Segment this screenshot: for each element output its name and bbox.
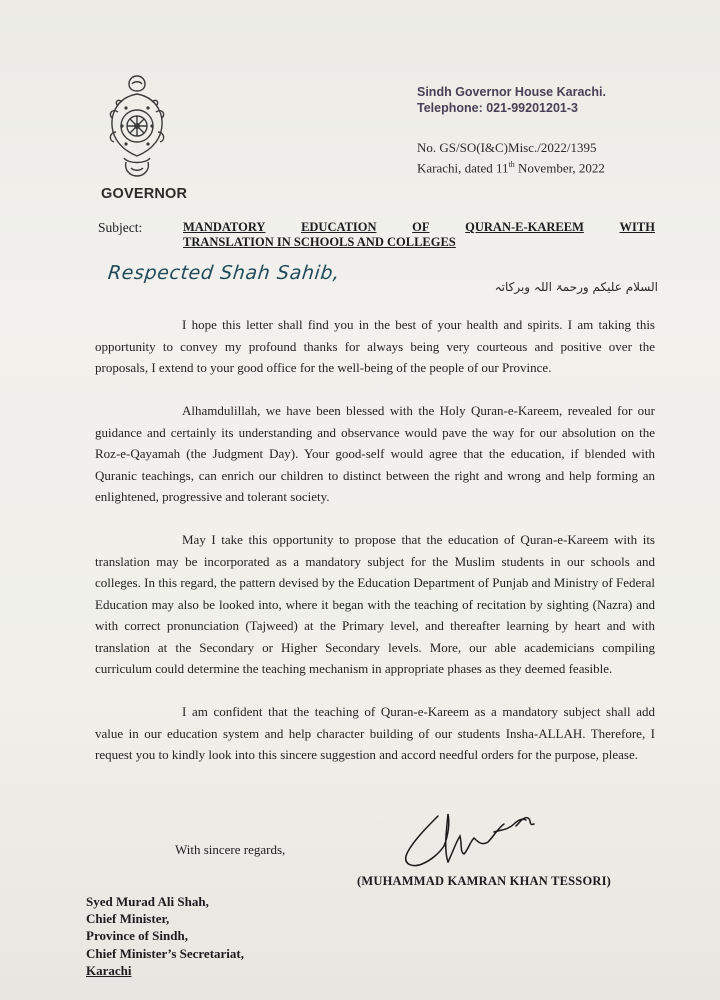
subject-word: MANDATORY bbox=[183, 220, 266, 234]
letter-date bbox=[417, 156, 605, 176]
telephone: Telephone: 021-99201201-3 bbox=[417, 101, 578, 115]
office-address: Sindh Governor House Karachi. bbox=[417, 85, 606, 99]
letter-body bbox=[95, 314, 655, 787]
signatory-name: (MUHAMMAD KAMRAN KHAN TESSORI) bbox=[357, 874, 612, 888]
paragraph-4: I am confident that the teaching of Quran-e-Kareem as a mandatory subject shall add value in our education system and help character building of our students Insha-ALLAH. Therefore, I request you to kindly look into this sincere suggestion and accord needful orders for the purpose, please. bbox=[95, 704, 655, 762]
subject-word: QURAN-E-KAREEM bbox=[465, 220, 584, 234]
arabic-greeting: السلام علیکم ورحمۃ اللہ وبرکاتہ bbox=[494, 280, 658, 294]
sindh-emblem-icon bbox=[104, 72, 170, 182]
closing: With sincere regards, bbox=[175, 842, 286, 857]
reference-number: No. GS/SO(I&C)Misc./2022/1395 bbox=[417, 140, 597, 155]
subject-line-1 bbox=[183, 220, 655, 235]
handwritten-salutation: Respected Shah Sahib, bbox=[106, 262, 341, 284]
date-suffix: November, 2022 bbox=[514, 160, 605, 176]
addressee-province: Province of Sindh, bbox=[86, 928, 188, 944]
subject-label: Subject: bbox=[98, 220, 143, 235]
signature-icon bbox=[398, 806, 558, 876]
addressee-block bbox=[86, 893, 244, 979]
addressee-city: Karachi bbox=[86, 962, 132, 978]
date-sup: th bbox=[508, 160, 515, 169]
subject-text bbox=[183, 220, 655, 250]
addressee-name: Syed Murad Ali Shah, bbox=[86, 894, 209, 909]
subject-word: EDUCATION bbox=[301, 220, 377, 234]
reference-block bbox=[417, 139, 605, 176]
date-prefix: Karachi, dated 11 bbox=[417, 160, 509, 176]
paragraph-3: May I take this opportunity to propose that the education of Quran-e-Kareem with its translation may be incorporated as a mandatory subject for the Muslim students in our schools and colleges. In this regard, the pattern devised by the Education Department of Punjab and Ministry of Federal Education may also be looked into, where it began with the teaching of recitation by sighting (Nazra) and with correct pronunciation (Tajweed) at the Primary level, and thereafter learning by heart and with translation at the Secondary or Higher Secondary levels. More, our able academicians compiling curriculum could determine the teaching mechanism in appropriate phases as they deemed feasible. bbox=[95, 532, 655, 676]
addressee-office: Chief Minister’s Secretariat, bbox=[86, 945, 244, 961]
paragraph-2: Alhamdulillah, we have been blessed with the Holy Quran-e-Kareem, revealed for our guidance and certainly its understanding and observance would pave the way for our absolution on the Roz-e-Qayamah (the Judgment Day). Your good-self would agree that the education, if blended with Quranic teachings, can enrich our children to distinct between the right and wrong and help forming an enlightened, progressive and tolerant society. bbox=[95, 403, 655, 504]
subject-word: OF bbox=[412, 220, 430, 234]
letterhead bbox=[417, 84, 606, 116]
addressee-title: Chief Minister, bbox=[86, 911, 170, 927]
governor-label: GOVERNOR bbox=[101, 186, 188, 202]
subject-line-2: TRANSLATION IN SCHOOLS AND COLLEGES bbox=[183, 235, 456, 249]
paragraph-1: I hope this letter shall find you in the best of your health and spirits. I am taking this opportunity to convey my profound thanks for always being very courteous and positive over the proposals, I extend to your good office for the well-being of the people of our Province. bbox=[95, 317, 655, 375]
subject-word: WITH bbox=[619, 220, 655, 234]
